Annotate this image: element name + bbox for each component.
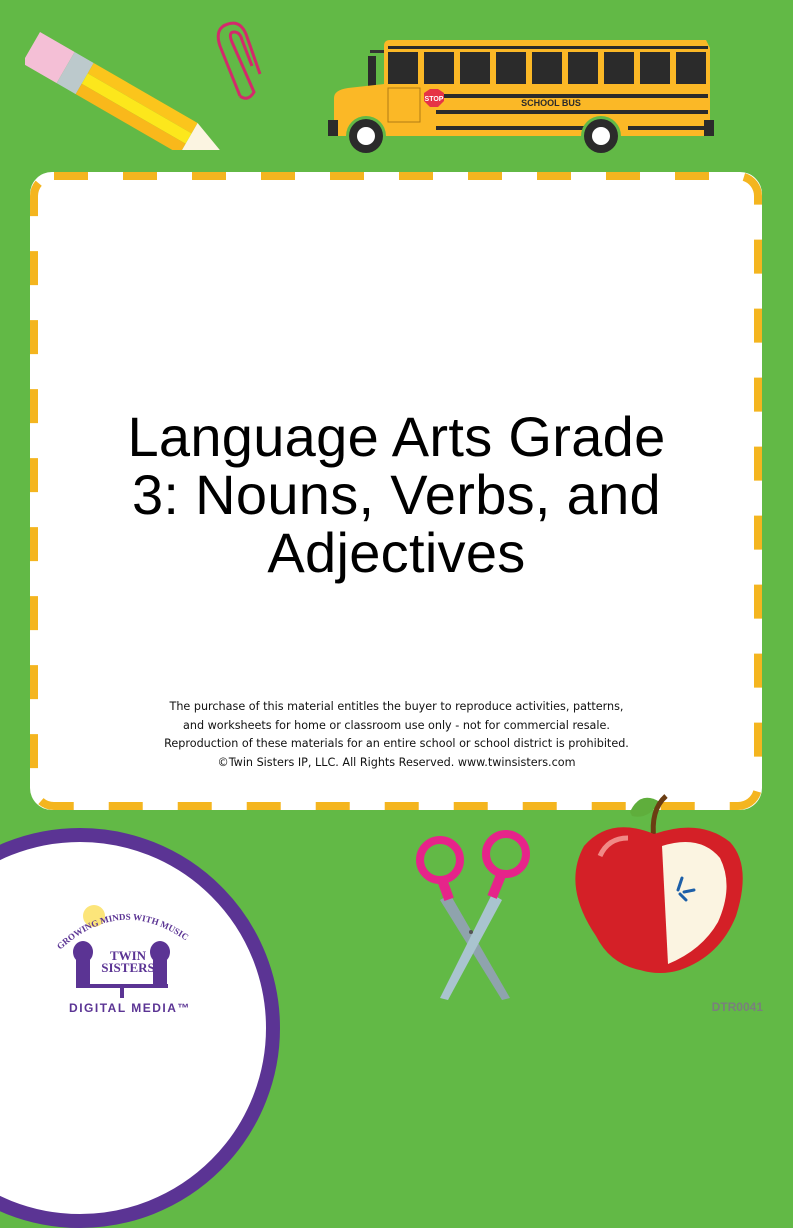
svg-text:SCHOOL BUS: SCHOOL BUS	[521, 98, 581, 108]
logo-circle	[0, 828, 280, 1228]
svg-text:GROWING MINDS WITH MUSIC: GROWING MINDS WITH MUSIC	[54, 911, 191, 952]
legal-line-3: Reproduction of these materials for an entire school or school district is prohibited.	[164, 737, 629, 750]
logo-subtitle: DIGITAL MEDIA™	[69, 1001, 191, 1015]
product-code: DTR0041	[711, 1000, 763, 1014]
copyright-line: ©Twin Sisters IP, LLC. All Rights Reserved. www.twinsisters.com	[217, 755, 576, 769]
school-bus-icon	[326, 36, 716, 160]
title-line-2: 3: Nouns, Verbs, and	[131, 463, 661, 526]
legal-line-2: and worksheets for home or classroom use only - not for commercial resale.	[183, 718, 610, 732]
title-line-1: Language Arts Grade	[127, 405, 666, 468]
svg-text:STOP: STOP	[424, 96, 444, 103]
legal-line-1: The purchase of this material entitles the buyer to reproduce activities, patterns,	[169, 700, 624, 713]
logo-brand: TWIN SISTERS	[101, 948, 155, 975]
paperclip-icon	[210, 18, 265, 103]
apple-icon	[570, 786, 755, 986]
scissors-icon	[410, 820, 540, 1005]
legal-notice	[60, 698, 733, 772]
title-line-3: Adjectives	[267, 521, 526, 584]
page-title	[40, 405, 753, 584]
